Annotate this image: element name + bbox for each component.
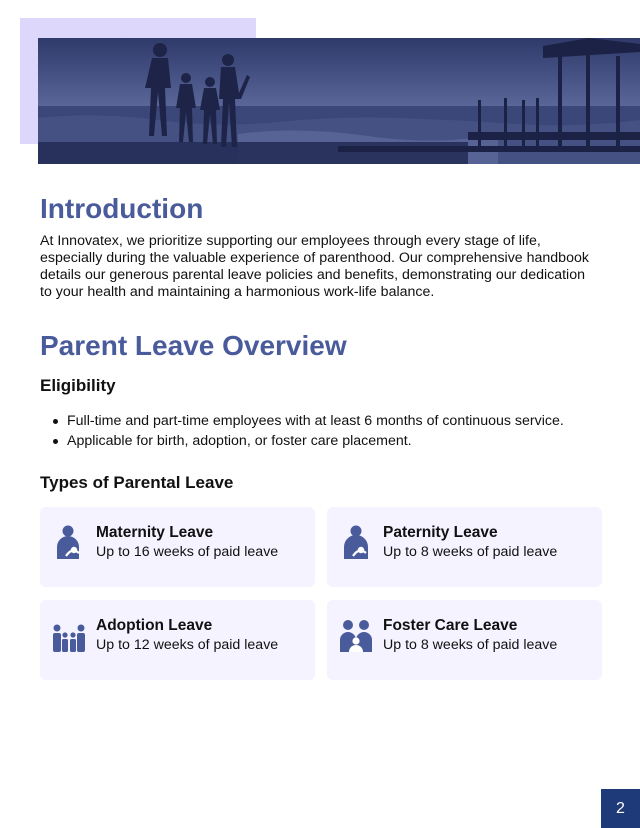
page-number-badge: 2 (601, 789, 640, 828)
leave-title: Adoption Leave (96, 617, 213, 634)
leave-description: Up to 8 weeks of paid leave (383, 637, 558, 653)
family-icon (52, 616, 86, 656)
leave-description: Up to 8 weeks of paid leave (383, 544, 558, 560)
leave-description: Up to 16 weeks of paid leave (96, 544, 279, 560)
leave-title: Paternity Leave (383, 524, 498, 541)
leave-card-maternity (40, 507, 315, 587)
intro-paragraph: At Innovatex, we prioritize supporting our employees through every stage of life, especially during the valuable experience of parenthood. Our comprehensive handbook details our generous parental leave policies and benefits, demonstrating our dedication to your health and maintaining a harmonious work-life balance. (40, 233, 589, 300)
foster-family-icon (339, 616, 373, 656)
list-item: Applicable for birth, adoption, or foster care placement. (67, 432, 607, 452)
intro-title: Introduction (40, 193, 204, 224)
eligibility-list (67, 412, 607, 451)
leave-description: Up to 12 weeks of paid leave (96, 637, 279, 653)
father-child-icon (339, 523, 373, 563)
hero-image-family-beach (38, 38, 640, 164)
leave-card-paternity (327, 507, 602, 587)
mother-child-icon (52, 523, 86, 563)
leave-card-foster-care (327, 600, 602, 680)
overview-title: Parent Leave Overview (40, 330, 347, 361)
leave-types-heading: Types of Parental Leave (40, 473, 234, 492)
leave-title: Foster Care Leave (383, 617, 518, 634)
leave-title: Maternity Leave (96, 524, 214, 541)
eligibility-heading: Eligibility (40, 376, 116, 395)
leave-card-adoption (40, 600, 315, 680)
list-item: Full-time and part-time employees with at least 6 months of continuous service. (67, 412, 607, 432)
